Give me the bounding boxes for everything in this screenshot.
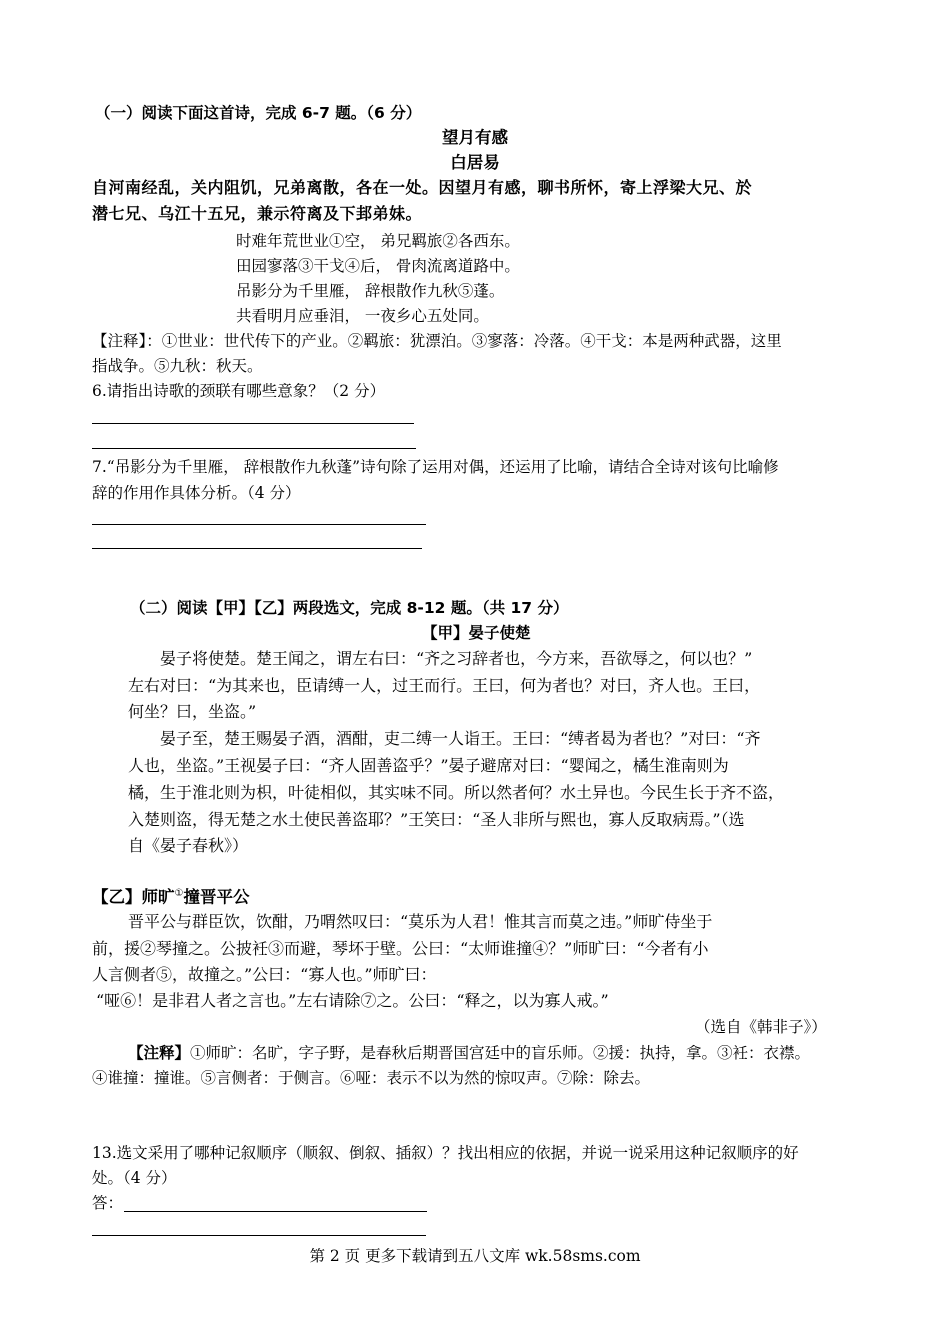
jia-line-4: 晏子至，楚王赐晏子酒，酒酣，吏二缚一人诣王。王曰：“缚者曷为者也？”对曰：“齐 — [160, 729, 761, 748]
yi-title-superscript: ① — [174, 888, 184, 899]
question-13-line-2: 处。（4 分） — [92, 1169, 177, 1187]
answer-label: 答： — [92, 1194, 124, 1212]
jia-line-1: 晏子将使楚。楚王闻之，谓左右曰：“齐之习辞者也，今方来，吾欲辱之，何以也？” — [160, 649, 753, 668]
yi-title: 【乙】师旷①撞晋平公 — [92, 887, 250, 907]
answer-line-6b[interactable] — [92, 448, 416, 449]
answer-line-13b[interactable] — [92, 1235, 426, 1236]
page-footer: 第 2 页 更多下载请到五八文库 wk.58sms.com — [309, 1247, 641, 1265]
question-7-line-1: 7.“吊影分为千里雁， 辞根散作九秋蓬”诗句除了运用对偶，还运用了比喻，请结合全诗对该句比喻修 — [92, 458, 779, 476]
yi-line-1: 晋平公与群臣饮，饮酣，乃喟然叹曰：“莫乐为人君！惟其言而莫之违。”师旷侍坐于 — [128, 912, 713, 931]
yi-line-2: 前，援②琴撞之。公披衽③而避，琴坏于壁。公曰：“太师谁撞④？”师旷曰：“今者有小 — [92, 939, 709, 958]
yi-line-3: 人言侧者⑤，故撞之。”公曰：“寡人也。”师旷曰： — [92, 965, 437, 984]
poem-author: 白居易 — [450, 153, 500, 172]
yi-source: （选自《韩非子》） — [695, 1018, 827, 1036]
jia-line-6: 橘，生于淮北则为枳，叶徒相似，其实味不同。所以然者何？水土异也。今民生长于齐不盗， — [128, 783, 785, 802]
jia-title: 【甲】晏子使楚 — [422, 624, 531, 642]
poem-preface-line-2: 潜七兄、乌江十五兄，兼示符离及下邽弟妹。 — [92, 204, 423, 223]
poem-preface-line-1: 自河南经乱，关内阻饥，兄弟离散，各在一处。因望月有感，聊书所怀，寄上浮梁大兄、於 — [92, 178, 753, 197]
question-13-line-1: 13.选文采用了哪种记叙顺序（顺叙、倒叙、插叙）？找出相应的依据，并说一说采用这种记叙顺序的好 — [92, 1144, 799, 1162]
jia-line-8: 自《晏子春秋》） — [128, 836, 249, 855]
answer-line-7a[interactable] — [92, 524, 426, 525]
poem-line-4: 共看明月应垂泪， 一夜乡心五处同。 — [236, 307, 489, 325]
answer-line-13a[interactable] — [124, 1211, 427, 1212]
jia-line-5: 人也，坐盗。”王视晏子曰：“齐人固善盗乎？”晏子避席对曰：“婴闻之，橘生淮南则为 — [128, 756, 729, 775]
yi-line-4: “哑⑥！是非君人者之言也。”左右请除⑦之。公曰：“释之，以为寡人戒。” — [96, 991, 609, 1010]
yi-notes-label: 【注释】 — [128, 1044, 191, 1062]
jia-line-3: 何坐？曰，坐盗。” — [128, 702, 257, 721]
yi-notes-line-2: ④谁撞：撞谁。⑤言侧者：于侧言。⑥哑：表示不以为然的惊叹声。⑦除：除去。 — [92, 1069, 651, 1087]
poem-notes-line-1: 【注释】：①世业：世代传下的产业。②羁旅：犹漂泊。③寥落：冷落。④干戈：本是两种武器，这里 — [92, 332, 782, 350]
poem-line-1: 时难年荒世业①空， 弟兄羁旅②各西东。 — [236, 232, 520, 250]
poem-title: 望月有感 — [442, 128, 508, 147]
answer-line-7b[interactable] — [92, 548, 422, 549]
section1-heading: （一）阅读下面这首诗，完成 6-7 题。（6 分） — [95, 104, 422, 122]
question-7-line-2: 辞的作用作具体分析。（4 分） — [92, 484, 301, 502]
question-6: 6.请指出诗歌的颈联有哪些意象？（2 分） — [92, 382, 386, 400]
yi-notes-line-1: 【注释】①师旷：名旷，字子野，是春秋后期晋国宫廷中的盲乐师。②援：执持，拿。③衽：衣襟。 — [128, 1044, 811, 1062]
poem-notes-line-2: 指战争。⑤九秋：秋天。 — [92, 357, 263, 375]
jia-line-7: 入楚则盗，得无楚之水土使民善盗耶？”王笑曰：“圣人非所与熙也，寡人反取病焉。”（选 — [128, 810, 745, 829]
answer-line-6a[interactable] — [92, 423, 414, 424]
poem-line-2: 田园寥落③干戈④后， 骨肉流离道路中。 — [236, 257, 520, 275]
section2-heading: （二）阅读【甲】【乙】两段选文，完成 8-12 题。（共 17 分） — [130, 599, 569, 617]
jia-line-2: 左右对曰：“为其来也，臣请缚一人，过王而行。王曰，何为者也？对曰，齐人也。王曰， — [128, 676, 761, 695]
poem-line-3: 吊影分为千里雁， 辞根散作九秋⑤蓬。 — [236, 282, 505, 300]
